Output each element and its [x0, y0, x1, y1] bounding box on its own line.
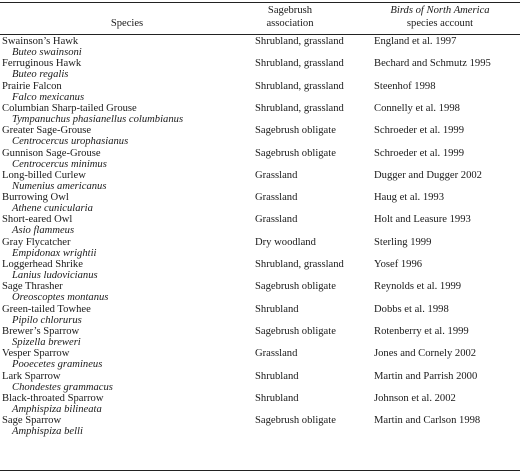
species-cell	[2, 148, 107, 170]
common-name: Brewer’s Sparrow	[2, 325, 80, 337]
account-cell: Rotenberry et al. 1999	[374, 325, 469, 337]
scientific-name: Empidonax wrightii	[12, 247, 97, 259]
species-cell	[2, 81, 84, 103]
association-cell: Sagebrush obligate	[255, 325, 336, 337]
scientific-name: Buteo regalis	[12, 69, 69, 81]
common-name: Swainson’s Hawk	[2, 36, 79, 47]
association-cell: Shrubland	[255, 370, 299, 382]
table-row	[0, 214, 520, 236]
header-rule	[0, 34, 520, 35]
common-name: Ferruginous Hawk	[2, 58, 82, 70]
common-name: Loggerhead Shrike	[2, 259, 83, 270]
species-cell	[2, 36, 82, 58]
scientific-name: Tympanuchus phasianellus columbianus	[12, 113, 184, 125]
table-row	[0, 36, 520, 58]
common-name: Gray Flycatcher	[2, 236, 71, 248]
species-cell	[2, 170, 106, 192]
species-cell	[2, 304, 91, 326]
account-cell: Connelly et al. 1998	[374, 102, 460, 114]
species-cell	[2, 348, 102, 370]
table-row	[0, 103, 520, 125]
account-cell: Martin and Carlson 1998	[374, 415, 481, 427]
species-cell	[2, 259, 98, 281]
scientific-name: Falco mexicanus	[12, 91, 85, 103]
common-name: Green-tailed Towhee	[2, 303, 91, 315]
species-cell	[2, 214, 74, 236]
scientific-name: Spizella breweri	[12, 336, 81, 348]
account-cell: Sterling 1999	[374, 236, 432, 248]
association-cell: Shrubland, grassland	[255, 259, 344, 270]
table-row	[0, 371, 520, 393]
species-cell	[2, 393, 104, 415]
association-cell: Shrubland	[255, 303, 299, 315]
common-name: Burrowing Owl	[2, 192, 69, 204]
association-cell: Sagebrush obligate	[255, 125, 336, 137]
association-cell: Grassland	[255, 214, 298, 226]
account-cell: Dobbs et al. 1998	[374, 303, 449, 315]
account-cell: Reynolds et al. 1999	[374, 281, 462, 293]
species-cell	[2, 371, 113, 393]
association-cell: Shrubland, grassland	[255, 102, 344, 114]
association-cell: Shrubland, grassland	[255, 58, 344, 70]
header-species: Species	[110, 18, 144, 29]
common-name: Columbian Sharp-tailed Grouse	[2, 102, 137, 114]
bottom-rule	[0, 470, 520, 471]
account-cell: Yosef 1996	[374, 259, 423, 270]
top-rule	[0, 2, 520, 3]
common-name: Short-eared Owl	[2, 214, 73, 226]
table-row	[0, 348, 520, 370]
association-cell: Grassland	[255, 348, 298, 360]
table-row	[0, 281, 520, 303]
association-cell: Shrubland, grassland	[255, 36, 344, 47]
scientific-name: Chondestes grammacus	[12, 381, 113, 393]
table-row	[0, 326, 520, 348]
scientific-name: Oreoscoptes montanus	[12, 292, 109, 304]
scientific-name: Athene cunicularia	[12, 203, 93, 215]
table-row	[0, 259, 520, 281]
account-cell: England et al. 1997	[374, 36, 457, 47]
common-name: Vesper Sparrow	[2, 348, 70, 360]
scientific-name: Numenius americanus	[12, 180, 107, 192]
table-row	[0, 125, 520, 147]
account-cell: Schroeder et al. 1999	[374, 125, 465, 137]
table-row	[0, 415, 520, 437]
association-cell: Shrubland	[255, 392, 299, 404]
account-cell: Holt and Leasure 1993	[374, 214, 471, 226]
association-cell: Sagebrush obligate	[255, 281, 336, 293]
species-cell	[2, 326, 81, 348]
species-cell	[2, 192, 93, 214]
association-cell: Dry woodland	[255, 236, 316, 248]
common-name: Sage Thrasher	[2, 281, 63, 293]
common-name: Lark Sparrow	[2, 370, 61, 382]
association-cell: Grassland	[255, 192, 298, 204]
table-row	[0, 304, 520, 326]
species-cell	[2, 125, 128, 147]
table-row	[0, 81, 520, 103]
header-association: Sagebrush association	[266, 5, 314, 29]
scientific-name: Pooecetes gramineus	[12, 359, 103, 371]
species-cell	[2, 103, 183, 125]
common-name: Sage Sparrow	[2, 415, 62, 427]
table-row	[0, 170, 520, 192]
species-cell	[2, 281, 108, 303]
species-cell	[2, 58, 81, 80]
species-cell	[2, 415, 83, 437]
table-row	[0, 58, 520, 80]
scientific-name: Lanius ludovicianus	[12, 270, 98, 281]
scientific-name: Buteo swainsoni	[12, 47, 82, 58]
header-account: Birds of North America species account	[390, 5, 490, 29]
account-cell: Martin and Parrish 2000	[374, 370, 478, 382]
common-name: Gunnison Sage-Grouse	[2, 147, 101, 159]
common-name: Prairie Falcon	[2, 80, 62, 92]
common-name: Long-billed Curlew	[2, 169, 86, 181]
account-cell: Bechard and Schmutz 1995	[374, 58, 491, 70]
account-cell: Johnson et al. 2002	[374, 392, 456, 404]
account-cell: Schroeder et al. 1999	[374, 147, 465, 159]
scientific-name: Centrocercus urophasianus	[12, 136, 129, 148]
account-cell: Haug et al. 1993	[374, 192, 445, 204]
account-cell: Steenhof 1998	[374, 80, 436, 92]
account-cell: Dugger and Dugger 2002	[374, 169, 482, 181]
association-cell: Sagebrush obligate	[255, 415, 336, 427]
scientific-name: Amphispiza belli	[12, 426, 83, 438]
scientific-name: Amphispiza bilineata	[12, 403, 102, 415]
table-row	[0, 393, 520, 415]
common-name: Greater Sage-Grouse	[2, 125, 92, 137]
species-cell	[2, 237, 96, 259]
association-cell: Shrubland, grassland	[255, 80, 344, 92]
table-row	[0, 192, 520, 214]
common-name: Black-throated Sparrow	[2, 392, 104, 404]
association-cell: Sagebrush obligate	[255, 147, 336, 159]
scientific-name: Centrocercus minimus	[12, 158, 107, 170]
scientific-name: Asio flammeus	[12, 225, 75, 237]
table-row	[0, 148, 520, 170]
table-row	[0, 237, 520, 259]
account-cell: Jones and Cornely 2002	[374, 348, 477, 360]
scientific-name: Pipilo chlorurus	[12, 314, 82, 326]
association-cell: Grassland	[255, 169, 298, 181]
